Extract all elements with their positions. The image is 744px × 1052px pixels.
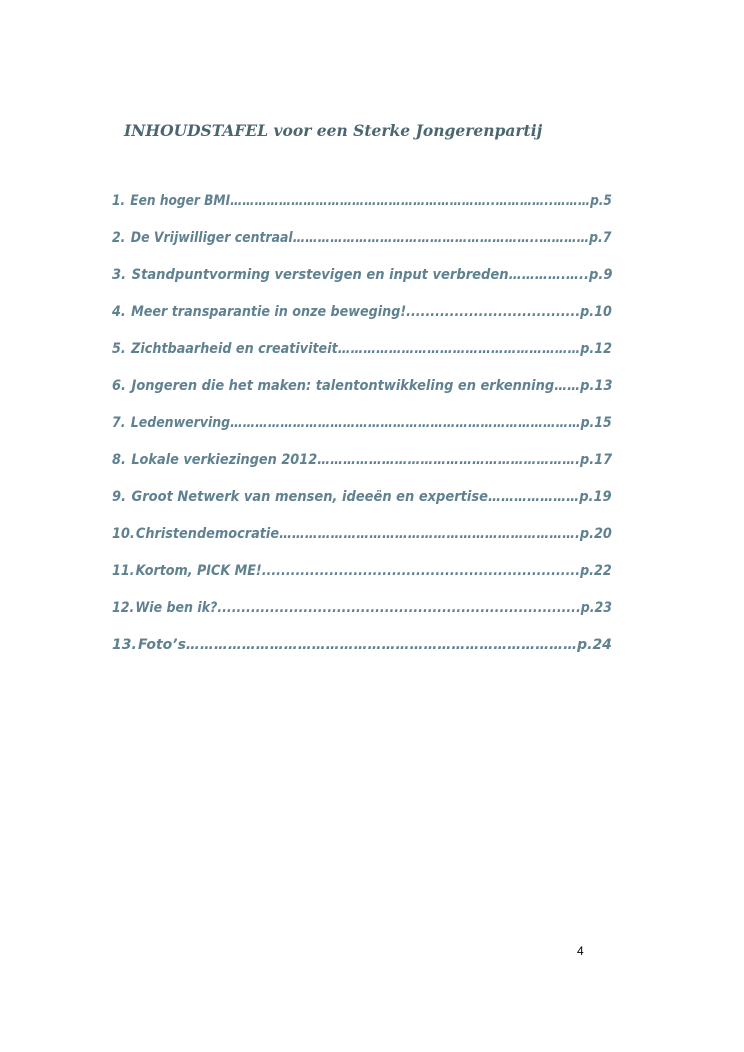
toc-entry-number: 8. — [112, 452, 126, 468]
toc-entry-leader: …………………………………………………..………… — [292, 230, 590, 246]
toc-entry-number: 13. — [112, 637, 137, 653]
toc-entry-page: p.15 — [580, 415, 612, 431]
toc-entry-page: p.9 — [588, 267, 613, 283]
toc-entry-number: 7. — [112, 415, 126, 431]
toc-entry-leader: .................................................................. — [261, 563, 581, 579]
toc-entry-page: p.10 — [580, 304, 612, 320]
toc-entry-leader: ............................................................................ — [217, 600, 581, 616]
toc-entry — [112, 486, 612, 508]
toc-entry-leader: ………………………………………………………………………… — [185, 637, 578, 653]
toc-entry-leader: ………………………………………………… — [337, 341, 581, 357]
toc-entry — [112, 338, 612, 360]
toc-entry-page: p.13 — [580, 378, 613, 394]
page-number: 4 — [577, 944, 584, 958]
toc-entry-page: p.24 — [577, 637, 612, 653]
toc-entry-page: p.17 — [580, 452, 613, 468]
toc-entry-page: p.19 — [579, 489, 612, 505]
toc-entry-label: Groot Netwerk van mensen, ideeën en expertise — [131, 489, 488, 505]
toc-entry-page: p.23 — [580, 600, 613, 616]
toc-entry-label: Foto’s — [137, 637, 186, 653]
toc-entry-page: p.20 — [579, 526, 612, 542]
toc-entry-leader: ………….….. — [508, 267, 589, 283]
toc-entry-number: 5. — [112, 341, 126, 357]
toc-entry-leader: ………………………………………………………………………… — [230, 415, 581, 431]
toc-entry-number: 1. — [112, 193, 126, 209]
toc-entry-page: p.5 — [590, 193, 612, 209]
toc-entry — [112, 227, 611, 249]
toc-entry-label: Meer transparantie in onze beweging! — [131, 304, 407, 320]
toc-entry-leader: ………………………………………………………..…………..……… — [230, 193, 591, 209]
toc-entry-label: Christendemocratie — [135, 526, 280, 542]
toc-entry-number: 12. — [112, 600, 135, 616]
toc-entry-leader: ………………… — [487, 489, 580, 505]
toc-entry-number: 4. — [112, 304, 126, 320]
toc-entry — [112, 190, 612, 212]
toc-entry-label: Wie ben ik? — [135, 600, 218, 616]
toc-entry — [112, 523, 612, 545]
toc-entry-label: Jongeren die het maken: talentontwikkeling en erkenning — [131, 378, 555, 394]
toc-entry-label: Standpuntvorming verstevigen en input verbreden — [131, 267, 509, 283]
toc-entry-page: p.7 — [589, 230, 612, 246]
toc-entry-label: Ledenwerving — [130, 415, 231, 431]
toc-entry-label: Een hoger BMI — [130, 193, 231, 209]
toc-entry-leader: .................................... — [406, 304, 581, 320]
toc-entry — [112, 597, 612, 619]
toc-entry-label: De Vrijwilliger centraal — [130, 230, 293, 246]
toc-entry-number: 2. — [112, 230, 126, 246]
toc-entry — [112, 375, 612, 397]
toc-entry — [112, 301, 612, 323]
toc-entry-leader: …… — [554, 378, 581, 394]
toc-entry-leader: ……………………………………………………………. — [279, 526, 580, 542]
toc-entry — [112, 634, 612, 656]
toc-entry-leader: ……………………………………………………. — [317, 452, 581, 468]
toc-entry — [112, 560, 612, 582]
toc-entry-page: p.12 — [580, 341, 613, 357]
toc-entry-number: 11. — [112, 563, 135, 579]
toc-entry-number: 10. — [112, 526, 135, 542]
toc-entry-label: Zichtbaarheid en creativiteit — [131, 341, 338, 357]
toc-entry-label: Kortom, PICK ME! — [135, 563, 262, 579]
toc-entry-number: 3. — [112, 267, 127, 283]
toc-entry-number: 9. — [112, 489, 127, 505]
toc-entry-number: 6. — [112, 378, 126, 394]
toc-entry-page: p.22 — [580, 563, 612, 579]
toc-title: INHOUDSTAFEL voor een Sterke Jongerenpartij — [124, 121, 543, 140]
toc-entry — [112, 412, 612, 434]
toc-entry — [112, 449, 612, 471]
toc-entry — [112, 264, 612, 286]
toc-entry-label: Lokale verkiezingen 2012 — [131, 452, 318, 468]
